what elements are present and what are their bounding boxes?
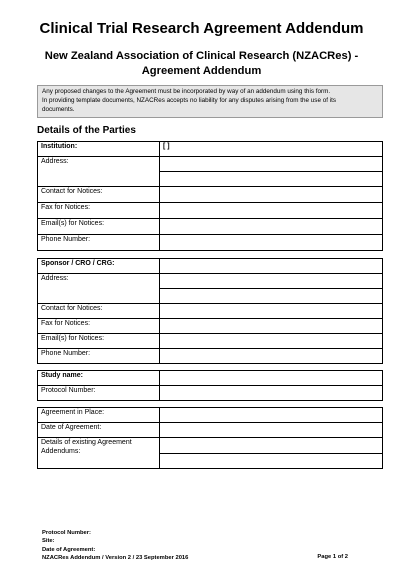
institution-contact-label: Contact for Notices: (38, 187, 160, 203)
footer-page-number: Page 1 of 2 (317, 554, 348, 560)
disclaimer-notice (37, 85, 383, 118)
institution-label: Institution: (38, 142, 160, 157)
study-name-field[interactable] (160, 371, 383, 386)
subtitle-line-1: New Zealand Association of Clinical Research (NZACRes) - (44, 50, 359, 62)
sponsor-fax-label: Fax for Notices: (38, 319, 160, 334)
sponsor-address-label: Address: (38, 274, 160, 304)
existing-addendums-label (38, 438, 160, 469)
sponsor-phone-field[interactable] (160, 349, 383, 364)
institution-phone-label: Phone Number: (38, 235, 160, 251)
existing-addendums-field-2[interactable] (160, 454, 383, 469)
existing-addendums-label-line-1: Details of existing Agreement (41, 439, 132, 446)
document-subtitle (30, 49, 373, 79)
sponsor-table (37, 258, 383, 364)
institution-address-field-1[interactable] (160, 157, 383, 172)
sponsor-fax-field[interactable] (160, 319, 383, 334)
sponsor-address-field-2[interactable] (160, 289, 383, 304)
agreement-date-label: Date of Agreement: (38, 423, 160, 438)
study-table (37, 370, 383, 401)
section-heading-parties: Details of the Parties (37, 125, 136, 136)
existing-addendums-label-line-2: Addendums: (41, 448, 81, 455)
agreement-table (37, 407, 383, 469)
notice-line-1: Any proposed changes to the Agreement must be incorporated by way of an addendum using this form. (42, 88, 331, 95)
notice-line-3: documents. (42, 106, 75, 113)
sponsor-value-field[interactable] (160, 259, 383, 274)
footer-date-of-agreement: Date of Agreement: (42, 546, 96, 553)
sponsor-phone-label: Phone Number: (38, 349, 160, 364)
page-footer (42, 529, 188, 563)
sponsor-contact-label: Contact for Notices: (38, 304, 160, 319)
institution-address-field-2[interactable] (160, 172, 383, 187)
existing-addendums-field-1[interactable] (160, 438, 383, 454)
agreement-in-place-field[interactable] (160, 408, 383, 423)
institution-fax-label: Fax for Notices: (38, 203, 160, 219)
footer-protocol-number: Protocol Number: (42, 530, 91, 536)
institution-email-label: Email(s) for Notices: (38, 219, 160, 235)
footer-site: Site: (42, 538, 55, 545)
protocol-number-label: Protocol Number: (38, 386, 160, 401)
institution-fax-field[interactable] (160, 203, 383, 219)
study-name-label: Study name: (38, 371, 160, 386)
institution-contact-field[interactable] (160, 187, 383, 203)
institution-phone-field[interactable] (160, 235, 383, 251)
notice-line-2: In providing template documents, NZACRes accepts no liability for any disputes arising from the use of its (42, 97, 336, 104)
sponsor-email-field[interactable] (160, 334, 383, 349)
protocol-number-field[interactable] (160, 386, 383, 401)
document-title: Clinical Trial Research Agreement Addendum (39, 20, 364, 37)
agreement-in-place-label: Agreement in Place: (38, 408, 160, 423)
institution-value-field[interactable]: [ ] (160, 142, 383, 157)
sponsor-email-label: Email(s) for Notices: (38, 334, 160, 349)
subtitle-line-2: Agreement Addendum (141, 65, 262, 77)
institution-email-field[interactable] (160, 219, 383, 235)
sponsor-contact-field[interactable] (160, 304, 383, 319)
institution-table (37, 141, 383, 251)
footer-version: NZACRes Addendum / Version 2 / 23 September 2016 (42, 555, 189, 562)
sponsor-label: Sponsor / CRO / CRG: (38, 259, 160, 274)
agreement-date-field[interactable] (160, 423, 383, 438)
institution-address-label: Address: (38, 157, 160, 187)
sponsor-address-field-1[interactable] (160, 274, 383, 289)
